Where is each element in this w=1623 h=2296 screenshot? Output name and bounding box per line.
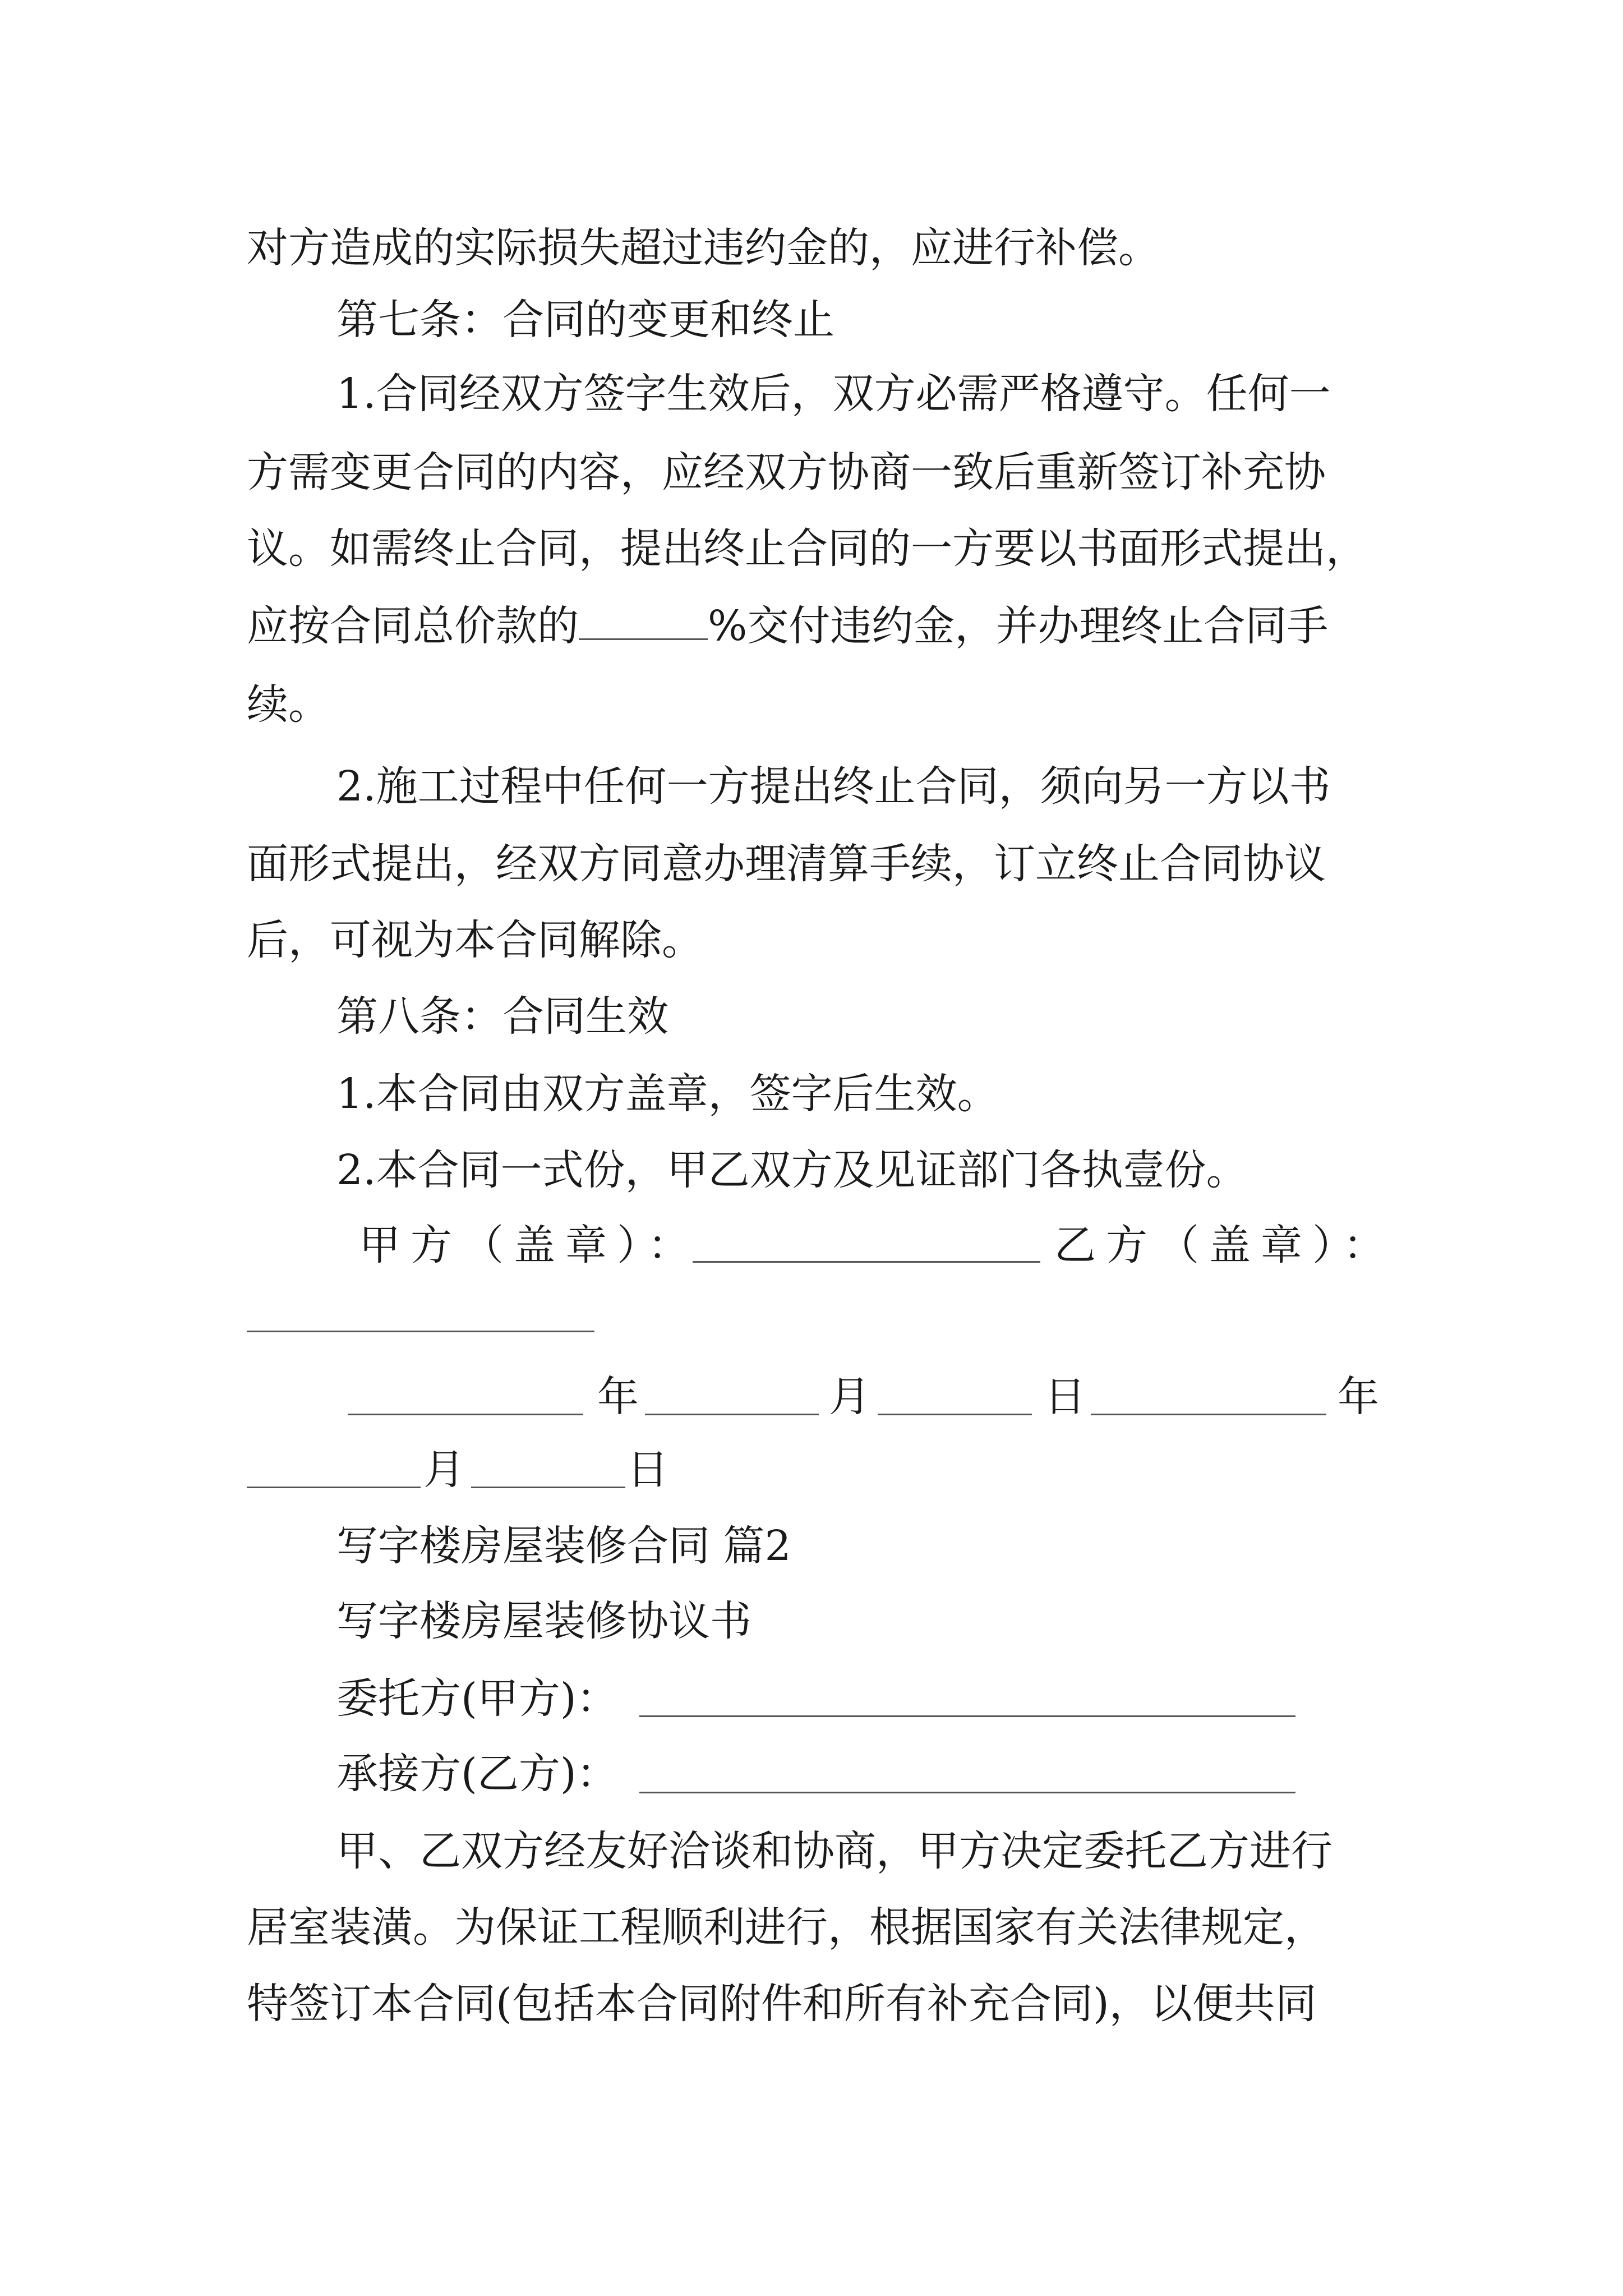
client-blank [639,1715,1295,1717]
party-b-day-blank [471,1487,625,1488]
year-label: 年 [1338,1373,1379,1421]
paragraph-line: 1.合同经双方签字生效后，双方必需严格遵守。任何一 [336,370,1331,418]
paragraph-line: 特签订本合同(包括本合同附件和所有补充合同)，以便共同 [247,1980,1317,2028]
paragraph-line: 对方造成的实际损失超过违约金的，应进行补偿。 [247,224,1160,272]
year-label: 年 [597,1373,639,1421]
agreement-title: 写字楼房屋装修协议书 [336,1597,751,1645]
paragraph-line: 1.本合同由双方盖章，签字后生效。 [336,1070,999,1118]
article-7-title: 第七条：合同的变更和终止 [336,296,834,344]
party-a-seal-blank [693,1261,1040,1263]
party-a-year-blank [348,1414,583,1415]
paragraph-line: 2.施工过程中任何一方提出终止合同，须向另一方以书 [336,762,1331,811]
paragraph-line: 2.本合同一式份，甲乙双方及见证部门各执壹份。 [336,1146,1248,1194]
day-label: 日 [1044,1373,1086,1421]
party-a-seal-label: 甲方（盖章）： [359,1221,699,1269]
paragraph-line: 续。 [247,680,330,729]
party-b-year-blank [1091,1414,1326,1415]
contractor-blank [639,1792,1295,1793]
paragraph-line: 甲、乙双方经友好洽谈和协商，甲方决定委托乙方进行 [336,1827,1332,1875]
blank-field [579,599,708,640]
text-segment: 应按合同总价款的 [247,602,579,650]
text-segment: %交付违约金，并办理终止合同手 [708,602,1329,650]
paragraph-line: 面形式提出，经双方同意办理清算手续，订立终止合同协议 [247,840,1326,888]
day-label: 日 [627,1446,668,1494]
paragraph-line: 后，可视为本合同解除。 [247,916,703,964]
party-b-seal-label: 乙方（盖章）： [1054,1221,1395,1269]
paragraph-line [247,598,1328,654]
paragraph-line: 方需变更合同的内容，应经双方协商一致后重新签订补充协 [247,448,1326,496]
party-b-month-blank [247,1487,421,1488]
party-a-day-blank [878,1414,1032,1415]
paragraph-line: 居室装潢。为保证工程顺利进行，根据国家有关法律规定， [247,1903,1326,1952]
party-b-seal-blank [247,1331,594,1332]
client-label: 委托方(甲方)： [336,1674,618,1723]
contractor-label: 承接方(乙方)： [336,1750,618,1798]
paragraph-line: 议。如需终止合同，提出终止合同的一方要以书面形式提出， [247,524,1367,573]
article-8-title: 第八条：合同生效 [336,992,668,1041]
month-label: 月 [423,1446,465,1494]
section-2-title: 写字楼房屋装修合同 篇2 [336,1522,791,1570]
month-label: 月 [829,1373,870,1421]
party-a-month-blank [645,1414,819,1415]
